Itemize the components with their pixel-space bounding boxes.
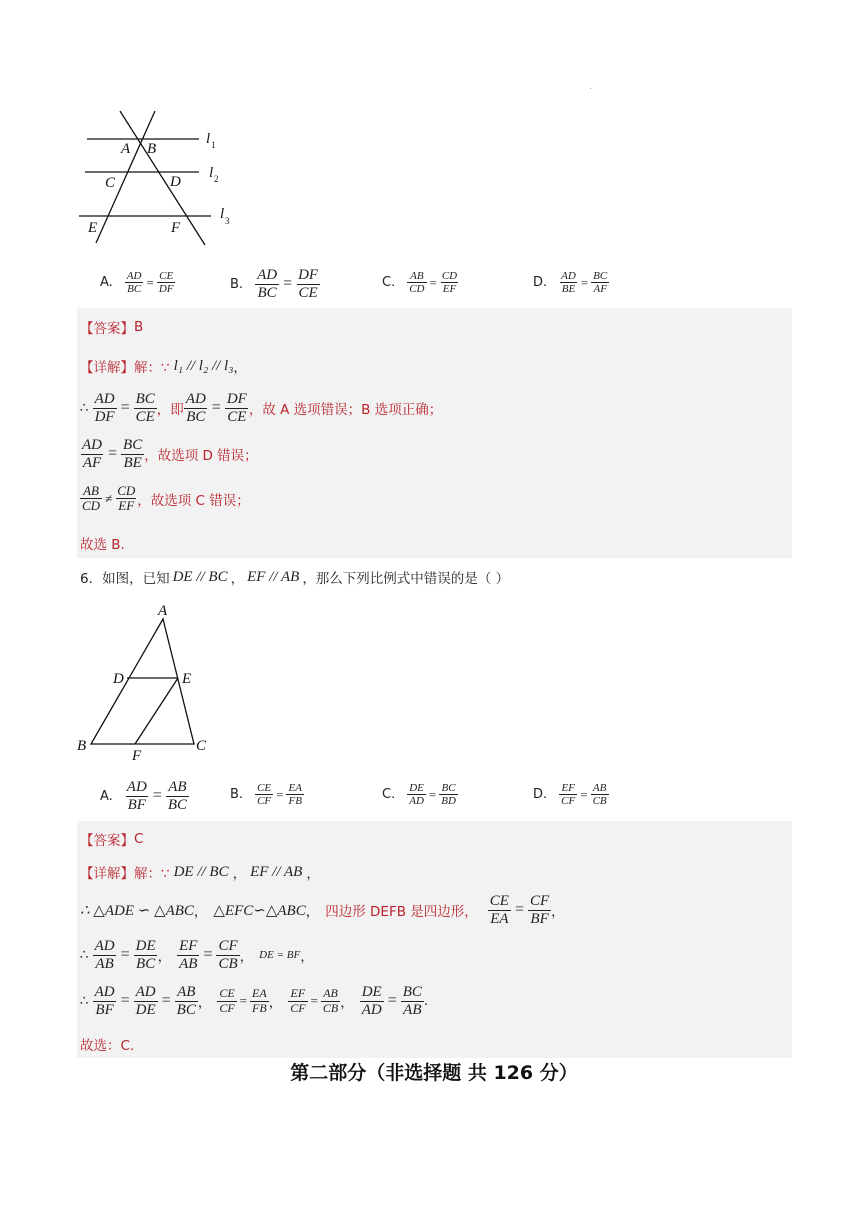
q5-answer-line: [80, 317, 143, 337]
answer-value: C: [134, 831, 144, 847]
frac-den: CB: [592, 795, 607, 808]
frac-num: CD: [441, 270, 458, 282]
frac-num: CE: [159, 270, 174, 282]
detail-math-1: DE // BC: [173, 863, 229, 880]
frac-den: DF: [158, 283, 174, 296]
frac-den: CD: [82, 498, 101, 514]
frac-den: CE: [227, 408, 247, 425]
quadrilateral-text: 四边形 DEFB 是四边形，: [325, 904, 478, 920]
option-letter: A.: [100, 788, 113, 804]
frac-num: EF: [179, 938, 198, 954]
answer-tag: 【答案】: [80, 833, 134, 849]
answer-tag: 【答案】: [80, 321, 134, 337]
frac-num: AD: [561, 270, 576, 282]
q6-fig-label-F: F: [132, 748, 142, 764]
ratio-line-2-text: ，故选项 D 错误；: [144, 448, 258, 464]
q6-stem-math-2: EF // AB: [247, 568, 300, 585]
frac-num: AD: [94, 938, 115, 954]
q6-fig-label-D: D: [113, 671, 124, 687]
frac-num: AB: [177, 984, 196, 1000]
q6-option-d[interactable]: D. $\frac{EF}{CF}$ = $\frac{AB}{CB}$: [533, 782, 607, 808]
de-equals-bf: DE = BF: [259, 949, 301, 961]
frac-den: FB: [252, 1000, 267, 1015]
q5-fig-label-B: B: [147, 141, 157, 157]
frac-den: AF: [82, 454, 102, 471]
frac-den: AF: [593, 283, 607, 296]
frac-num: DE: [361, 984, 382, 1000]
frac-den: CB: [322, 1000, 339, 1015]
q6-similarity-line: ∴ △ADE ∽ △ABC ， △EFC∽△ABC ， 四边形 DEFB 是四边形， $\frac{CE}{EA}$ = $\frac{CF}{BF}$ ，: [80, 893, 565, 927]
q6-ratio-line-1: ∴ $\frac{AD}{AB}$ = $\frac{DE}{BC}$ ， $\frac{EF}{AB}$ = $\frac{CF}{CB}$ ， DE = BF ，: [80, 938, 314, 972]
option-letter: B.: [230, 276, 244, 292]
q6-option-c[interactable]: C. $\frac{DE}{AD}$ = $\frac{BC}{BD}$: [382, 782, 456, 808]
q5-fig-label-A: A: [121, 141, 131, 157]
ratio-line-1-text: ，故 A 选项错误；B 选项正确；: [248, 402, 443, 418]
q5-fig-sub-1: 1: [211, 140, 216, 150]
q5-option-d[interactable]: D. $\frac{AD}{BE}$ = $\frac{BC}{AF}$: [533, 270, 608, 296]
ratio-line-3-text: ，故选项 C 错误；: [137, 492, 250, 509]
similar-triangles-1: ∴ △ADE ∽ △ABC: [80, 902, 194, 919]
frac-den: CE: [135, 408, 155, 425]
frac-num: AD: [185, 391, 206, 407]
q6-stem-math-1: DE // BC: [172, 568, 228, 585]
frac-num: EA: [252, 986, 267, 1001]
frac-num: DE: [135, 938, 156, 954]
frac-num: DF: [226, 391, 247, 407]
frac-den: AB: [403, 1001, 422, 1018]
frac-num: AD: [257, 267, 278, 283]
frac-den: AD: [409, 795, 424, 808]
frac-num: AD: [82, 437, 102, 453]
frac-den: CF: [561, 795, 576, 808]
option-letter: C.: [382, 275, 396, 291]
option-letter: D.: [533, 275, 548, 291]
detail-tag: 【详解】: [80, 360, 134, 376]
frac-num: EF: [290, 986, 306, 1001]
frac-den: BC: [186, 408, 206, 425]
detail-intro: 解：∵: [134, 360, 170, 376]
frac-den: CF: [219, 1000, 235, 1015]
frac-num: EF: [561, 782, 575, 794]
frac-den: FB: [288, 795, 302, 808]
q5-ratio-line-1: ∴ $\frac{AD}{DF}$ = $\frac{BC}{CE}$ ，即 $\frac{AD}{BC}$ = $\frac{DF}{CE}$ ，故 A 选项错误；B 选项正确；: [80, 391, 443, 425]
frac-num: BC: [123, 437, 143, 453]
frac-den: CD: [409, 283, 425, 296]
frac-num: CE: [489, 893, 509, 909]
frac-den: BC: [127, 283, 142, 296]
q5-option-a[interactable]: A. $\frac{AD}{BC}$ = $\frac{CE}{DF}$: [100, 270, 174, 296]
frac-num: CD: [117, 483, 136, 498]
detail-tag: 【详解】: [80, 866, 134, 882]
frac-num: BC: [441, 782, 456, 794]
q5-option-c[interactable]: C. $\frac{AB}{CD}$ = $\frac{CD}{EF}$: [382, 270, 458, 296]
q6-answer-line: [80, 829, 143, 849]
q6-fig-label-B: B: [77, 738, 87, 754]
frac-num: AD: [94, 391, 115, 407]
detail-math-2: EF // AB: [250, 863, 303, 880]
frac-num: AB: [592, 782, 607, 794]
q5-fig-label-F: F: [171, 220, 181, 236]
detail-intro: 解：∵: [134, 866, 170, 882]
frac-den: BF: [127, 796, 146, 813]
option-letter: A.: [100, 275, 113, 291]
q5-fig-label-D: D: [170, 174, 181, 190]
frac-den: BE: [561, 283, 576, 296]
frac-num: DF: [298, 267, 319, 283]
frac-num: CE: [219, 986, 235, 1001]
q6-stem: [80, 567, 509, 587]
frac-den: BF: [530, 910, 549, 927]
frac-num: BC: [135, 391, 155, 407]
frac-num: CE: [257, 782, 272, 794]
q5-fig-label-l2: l: [209, 165, 214, 181]
frac-num: BC: [402, 984, 422, 1000]
q5-figure-parallel-lines: [75, 108, 245, 248]
q6-conclusion: 故选：C.: [80, 1038, 135, 1054]
q6-ratio-line-2: ∴ $\frac{AD}{BF}$ = $\frac{AD}{DE}$ = $\frac{AB}{BC}$ ， $\frac{CE}{CF}$ = $\frac{EA}{FB}$ ， $\frac{EF}{CF}$ = $\frac{AB}{CB}$ ， $\frac{DE}{AD}$ = $\frac{BC}{AB}$ .: [80, 984, 429, 1018]
q5-detail-line: 【详解】 解：∵ l₁ // l₂ // l₃ ，: [80, 357, 247, 376]
frac-num: CF: [529, 893, 550, 909]
parallel-statement: l₁ // l₂ // l₃: [173, 357, 234, 374]
frac-den: CF: [257, 795, 272, 808]
q5-ratio-line-2: $\frac{AD}{AF}$ = $\frac{BC}{BE}$ ，故选项 D 错误；: [82, 437, 258, 471]
q5-fig-label-l1: l: [206, 131, 211, 147]
q5-fig-sub-3: 3: [225, 216, 230, 226]
section-title: 第二部分（非选择题 共 126 分）: [290, 1062, 578, 1084]
q6-option-a[interactable]: A. $\frac{AD}{BF}$ = $\frac{AB}{BC}$: [100, 779, 187, 813]
frac-den: BC: [136, 955, 156, 972]
q6-detail-line: 【详解】 解：∵ DE // BC ， EF // AB ，: [80, 863, 320, 882]
frac-num: AD: [135, 984, 156, 1000]
q6-fig-label-C: C: [196, 738, 207, 754]
q6-fig-label-A: A: [158, 603, 168, 619]
q6-stem-sep: ，: [230, 571, 245, 587]
therefore-symbol: ∴: [80, 400, 89, 416]
frac-den: BD: [441, 795, 456, 808]
frac-den: DF: [94, 408, 115, 425]
frac-den: EA: [490, 910, 509, 927]
q5-option-b[interactable]: B. $\frac{AD}{BC}$ = $\frac{DF}{CE}$: [230, 267, 319, 301]
therefore-symbol: ∴: [80, 993, 89, 1009]
frac-den: AD: [361, 1001, 382, 1018]
frac-num: AD: [94, 984, 115, 1000]
frac-den: BF: [95, 1001, 114, 1018]
q6-fig-label-E: E: [182, 671, 192, 687]
frac-num: AD: [126, 270, 142, 282]
q5-fig-label-C: C: [105, 175, 116, 191]
q5-conclusion: 故选 B.: [80, 537, 125, 553]
q6-stem-tail: ，那么下列比例式中错误的是（ ）: [302, 571, 510, 587]
frac-num: AD: [126, 779, 147, 795]
stray-dot: [590, 88, 591, 89]
frac-den: BC: [257, 284, 277, 301]
frac-num: CF: [218, 938, 238, 954]
q6-stem-lead: 6．如图，已知: [80, 571, 170, 587]
text-ji: ，即: [156, 402, 184, 418]
similar-triangles-2: △EFC∽△ABC: [213, 902, 306, 919]
q5-answer-box: [77, 308, 792, 558]
frac-den: BE: [123, 454, 142, 471]
frac-den: BC: [167, 796, 187, 813]
frac-num: DE: [409, 782, 424, 794]
q5-fig-label-E: E: [88, 220, 98, 236]
frac-den: AB: [179, 955, 198, 972]
frac-den: DE: [135, 1001, 156, 1018]
frac-den: CF: [290, 1000, 306, 1015]
q5-fig-label-l3: l: [220, 206, 225, 222]
q6-option-b[interactable]: B. $\frac{CE}{CF}$ = $\frac{EA}{FB}$: [230, 782, 302, 808]
therefore-symbol: ∴: [80, 947, 89, 963]
frac-den: EF: [118, 498, 135, 514]
frac-num: AB: [410, 270, 424, 282]
q5-ratio-line-3: $\frac{AB}{CD}$ ≠ $\frac{CD}{EF}$ ，故选项 C 错误；: [82, 483, 250, 514]
frac-num: EA: [288, 782, 302, 794]
option-letter: B.: [230, 787, 244, 803]
frac-den: EF: [442, 283, 457, 296]
frac-num: BC: [593, 270, 608, 282]
q6-figure-triangle: [75, 600, 220, 765]
q5-fig-sub-2: 2: [214, 174, 219, 184]
frac-num: AB: [83, 483, 99, 498]
frac-den: CB: [218, 955, 238, 972]
frac-num: AB: [323, 986, 338, 1001]
frac-den: BC: [176, 1001, 196, 1018]
frac-num: AB: [168, 779, 187, 795]
option-letter: C.: [382, 787, 396, 803]
frac-den: CE: [298, 284, 318, 301]
option-letter: D.: [533, 787, 548, 803]
frac-den: AB: [95, 955, 114, 972]
answer-value: B: [134, 319, 144, 335]
